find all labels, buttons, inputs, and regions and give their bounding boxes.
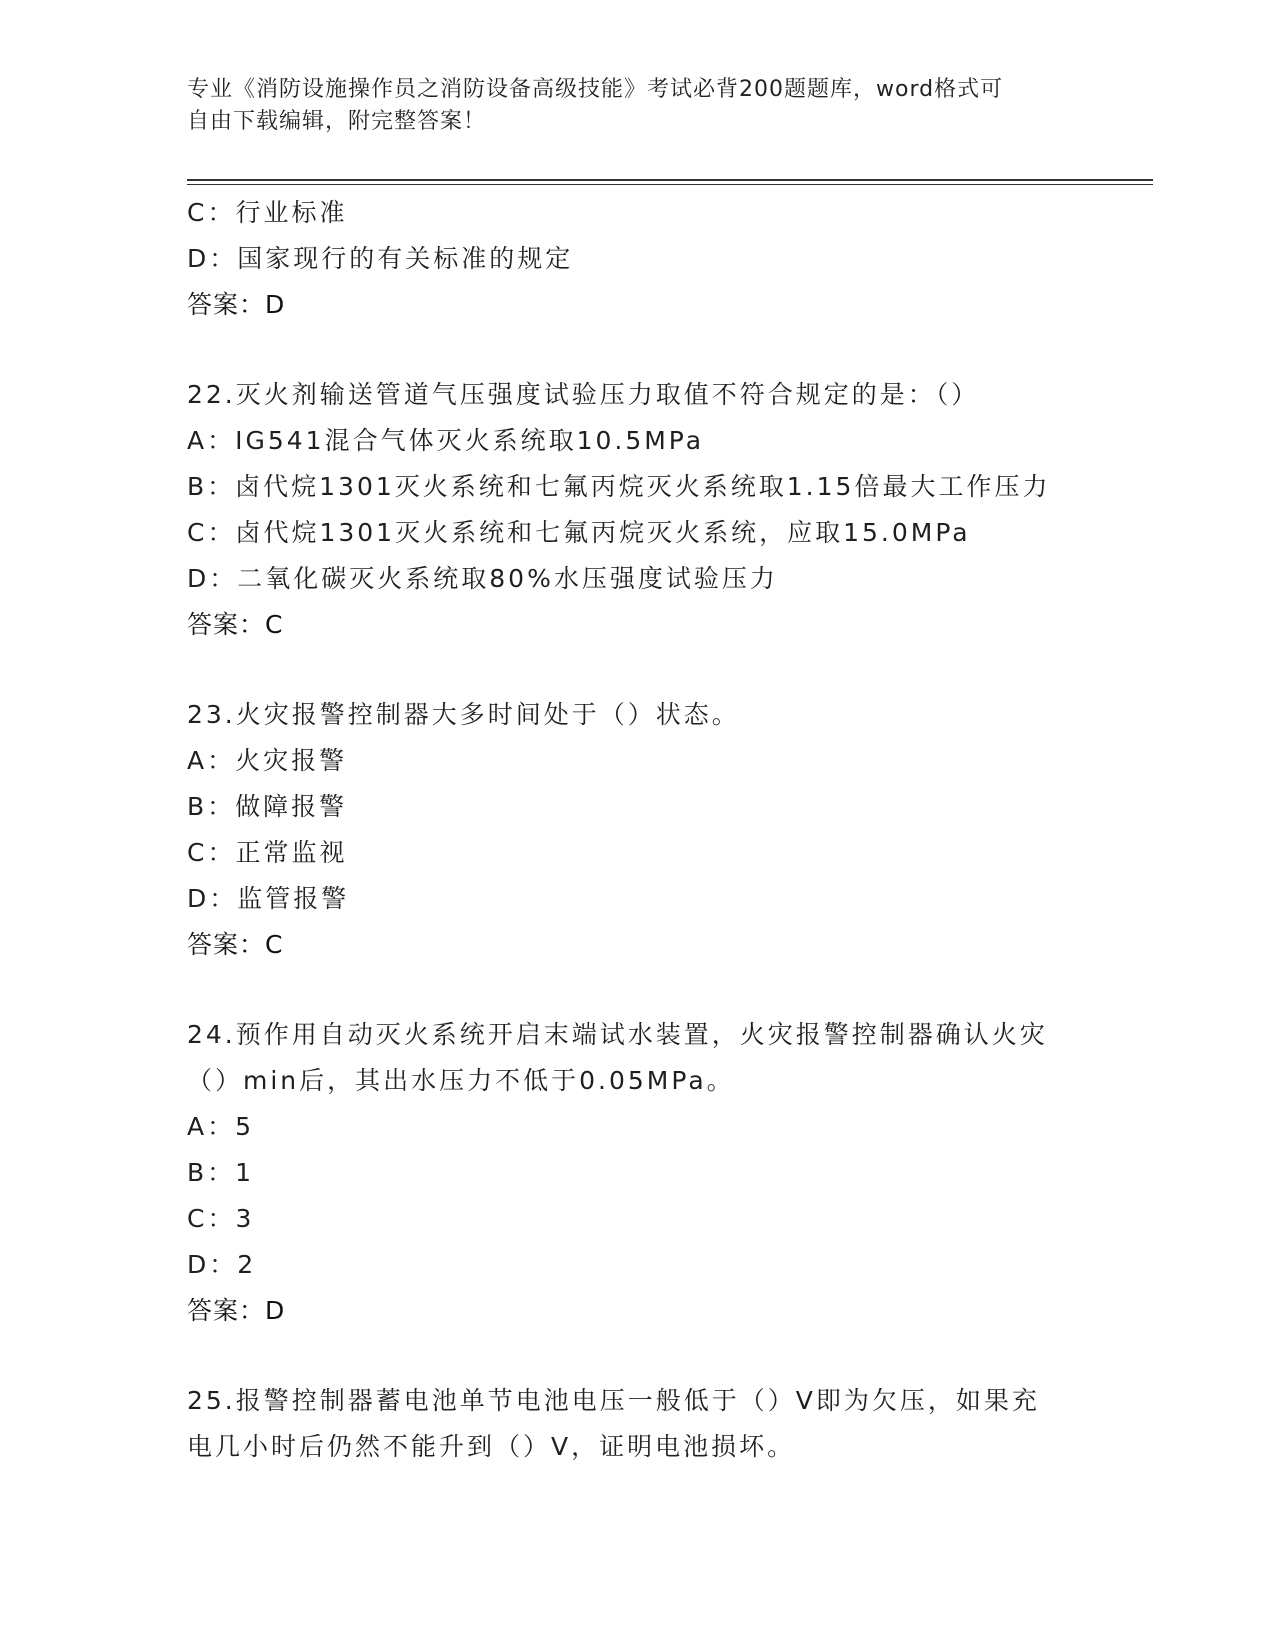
question-gap xyxy=(187,328,1087,372)
question-21-tail xyxy=(187,190,1087,328)
option-d: D：监管报警 xyxy=(187,884,350,913)
question-23 xyxy=(187,692,1087,968)
option-b: B：做障报警 xyxy=(187,792,348,821)
option-d: D：二氧化碳灭火系统取80%水压强度试验压力 xyxy=(187,564,778,593)
question-content xyxy=(187,190,1087,1470)
question-25 xyxy=(187,1378,1087,1470)
question-24 xyxy=(187,1012,1087,1334)
question-stem: 22.灭火剂输送管道气压强度试验压力取值不符合规定的是：（） xyxy=(187,380,980,409)
header-line-2: 自由下载编辑，附完整答案！ xyxy=(187,109,487,134)
answer-line: 答案：D xyxy=(187,1296,286,1325)
option-a: A：IG541混合气体灭火系统取10.5MPa xyxy=(187,426,705,455)
question-gap xyxy=(187,648,1087,692)
question-stem-line-1: 25.报警控制器蓄电池单节电池电压一般低于（）V即为欠压，如果充 xyxy=(187,1386,1040,1415)
option-a: A：火灾报警 xyxy=(187,746,348,775)
answer-line: 答案：C xyxy=(187,610,284,639)
option-c: C：3 xyxy=(187,1204,255,1233)
option-c: C：正常监视 xyxy=(187,838,348,867)
option-b: B：卤代烷1301灭火系统和七氟丙烷灭火系统取1.15倍最大工作压力 xyxy=(187,472,1051,501)
header-rule-thick xyxy=(187,179,1153,181)
question-gap xyxy=(187,1334,1087,1378)
question-stem-line-2: 电几小时后仍然不能升到（）V，证明电池损坏。 xyxy=(187,1432,796,1461)
option-b: B：1 xyxy=(187,1158,255,1187)
option-c: C：行业标准 xyxy=(187,198,348,227)
option-d: D：2 xyxy=(187,1250,257,1279)
header-line-1: 专业《消防设施操作员之消防设备高级技能》考试必背200题题库，word格式可 xyxy=(187,77,1004,102)
page-header xyxy=(187,74,1067,138)
question-stem: 23.火灾报警控制器大多时间处于（）状态。 xyxy=(187,700,740,729)
option-c: C：卤代烷1301灭火系统和七氟丙烷灭火系统，应取15.0MPa xyxy=(187,518,971,547)
option-a: A：5 xyxy=(187,1112,255,1141)
answer-line: 答案：C xyxy=(187,930,284,959)
option-d: D：国家现行的有关标准的规定 xyxy=(187,244,574,273)
question-22 xyxy=(187,372,1087,648)
header-rule-thin xyxy=(187,184,1153,185)
answer-line: 答案：D xyxy=(187,290,286,319)
question-gap xyxy=(187,968,1087,1012)
question-stem-line-2: （）min后，其出水压力不低于0.05MPa。 xyxy=(187,1066,735,1095)
question-stem-line-1: 24.预作用自动灭火系统开启末端试水装置，火灾报警控制器确认火灾 xyxy=(187,1020,1048,1049)
